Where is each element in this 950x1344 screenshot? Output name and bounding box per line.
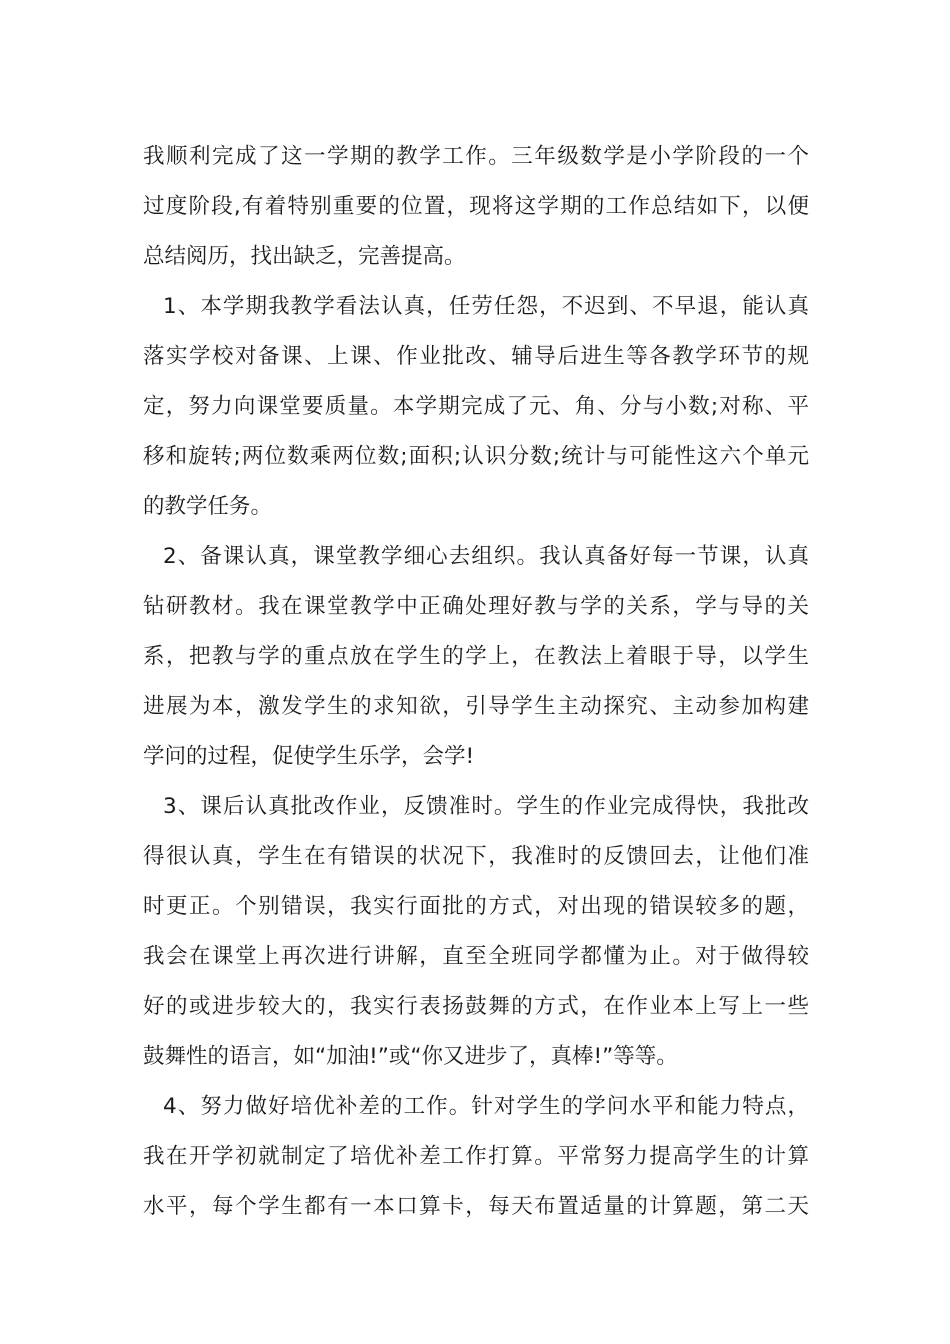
text-line: 1、本学期我教学看法认真，任劳任怨，不迟到、不早退，能认真 xyxy=(163,294,809,319)
text-line: 好的或进步较大的，我实行表扬鼓舞的方式，在作业本上写上一些 xyxy=(143,994,809,1019)
text-line: 得很认真，学生在有错误的状况下，我准时的反馈回去，让他们准 xyxy=(143,844,809,869)
text-line: 3、课后认真批改作业，反馈准时。学生的作业完成得快，我批改 xyxy=(163,794,809,819)
text-line: 我顺利完成了这一学期的教学工作。三年级数学是小学阶段的一个 xyxy=(143,144,809,169)
text-line: 我在开学初就制定了培优补差工作打算。平常努力提高学生的计算 xyxy=(143,1144,809,1169)
text-line: 2、备课认真，课堂教学细心去组织。我认真备好每一节课，认真 xyxy=(163,544,809,569)
text-line: 进展为本，激发学生的求知欲，引导学生主动探究、主动参加构建 xyxy=(143,694,809,719)
text-line: 过度阶段,有着特别重要的位置，现将这学期的工作总结如下，以便 xyxy=(143,194,809,219)
text-line: 我会在课堂上再次进行讲解，直至全班同学都懂为止。对于做得较 xyxy=(143,944,809,969)
text-line: 鼓舞性的语言，如“加油!”或“你又进步了，真棒!”等等。 xyxy=(143,1044,678,1069)
document-body xyxy=(143,132,809,1232)
text-line: 落实学校对备课、上课、作业批改、辅导后进生等各教学环节的规 xyxy=(143,344,809,369)
text-line: 系，把教与学的重点放在学生的学上，在教法上着眼于导，以学生 xyxy=(143,644,809,669)
text-line: 总结阅历，找出缺乏，完善提高。 xyxy=(143,244,466,269)
text-line: 4、努力做好培优补差的工作。针对学生的学问水平和能力特点， xyxy=(163,1094,809,1119)
text-line: 钻研教材。我在课堂教学中正确处理好教与学的关系，学与导的关 xyxy=(143,594,809,619)
text-line: 的教学任务。 xyxy=(143,494,273,519)
text-line: 学问的过程，促使学生乐学，会学! xyxy=(143,744,475,769)
text-line: 水平，每个学生都有一本口算卡，每天布置适量的计算题，第二天 xyxy=(143,1194,809,1219)
text-line: 移和旋转;两位数乘两位数;面积;认识分数;统计与可能性这六个单元 xyxy=(143,444,809,469)
text-line: 定，努力向课堂要质量。本学期完成了元、角、分与小数;对称、平 xyxy=(143,394,809,419)
text-line: 时更正。个别错误，我实行面批的方式，对出现的错误较多的题， xyxy=(143,894,809,919)
